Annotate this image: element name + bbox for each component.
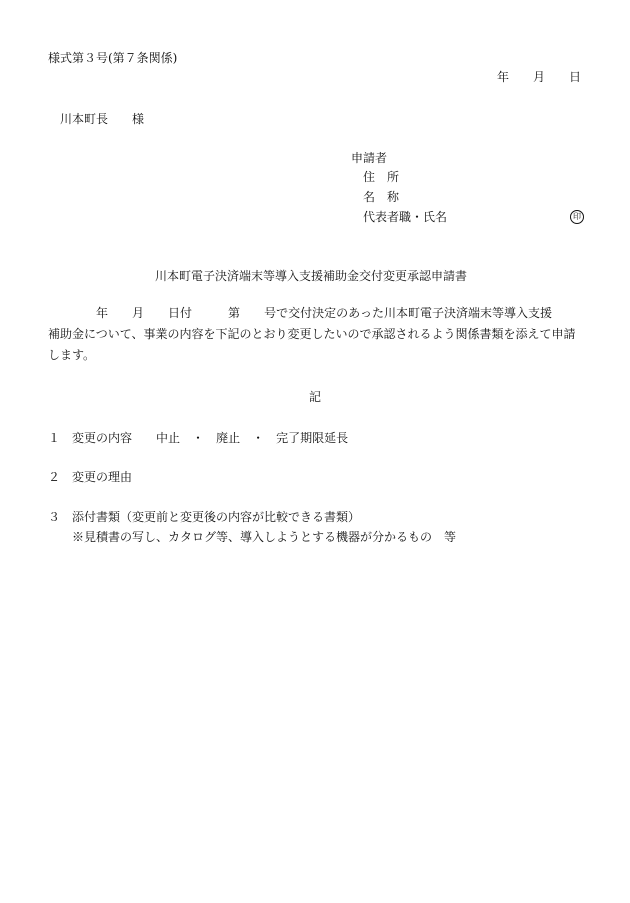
date-month: 月 (533, 70, 546, 84)
body-line-1-rest: 号で交付決定のあった川本町電子決済端末等導入支援 (264, 306, 552, 320)
applicant-representative-label: 代表者職・氏名 (363, 210, 448, 224)
seal-mark: 印 (570, 210, 584, 224)
body-line-2: 補助金について、事業の内容を下記のとおり変更したいので承認されるよう関係書類を添えて申請 (48, 327, 576, 341)
body-month: 月 (132, 306, 145, 320)
body-year: 年 (96, 306, 109, 320)
item-3-note: ※見積書の写し、カタログ等、導入しようとする機器が分かるもの 等 (72, 530, 457, 544)
item-2 (48, 470, 132, 484)
ki-heading: 記 (309, 390, 322, 404)
date-line (497, 70, 581, 84)
date-year: 年 (497, 70, 510, 84)
item-1-sep-b: ・ (252, 431, 265, 445)
item-2-label: 変更の理由 (72, 470, 133, 484)
item-3-number: ３ (48, 510, 61, 524)
item-1-option-b: 廃止 (216, 431, 241, 445)
item-1-option-a: 中止 (156, 431, 181, 445)
document-title: 川本町電子決済端末等導入支援補助金交付変更承認申請書 (155, 269, 468, 283)
body-paragraph (48, 303, 586, 366)
item-1-option-c: 完了期限延長 (276, 431, 349, 445)
item-1-number: １ (48, 431, 61, 445)
item-2-number: ２ (48, 470, 61, 484)
addressee (60, 112, 144, 126)
body-line-3: します。 (48, 348, 96, 362)
item-3-label: 添付書類（変更前と変更後の内容が比較できる書類） (72, 510, 361, 524)
item-1-sep-a: ・ (192, 431, 205, 445)
addressee-honorific: 様 (132, 112, 145, 126)
body-day: 日付 (168, 306, 193, 320)
date-day: 日 (569, 70, 582, 84)
form-number: 様式第３号(第７条関係) (48, 51, 178, 65)
applicant-address-label: 住 所 (363, 170, 400, 184)
item-1 (48, 431, 348, 445)
applicant-label: 申請者 (351, 151, 388, 165)
body-no: 第 (228, 306, 241, 320)
body-line-1 (48, 303, 586, 324)
item-1-label: 変更の内容 (72, 431, 133, 445)
item-3 (48, 510, 360, 524)
applicant-name-label: 名 称 (363, 190, 400, 204)
addressee-name: 川本町長 (60, 112, 109, 126)
